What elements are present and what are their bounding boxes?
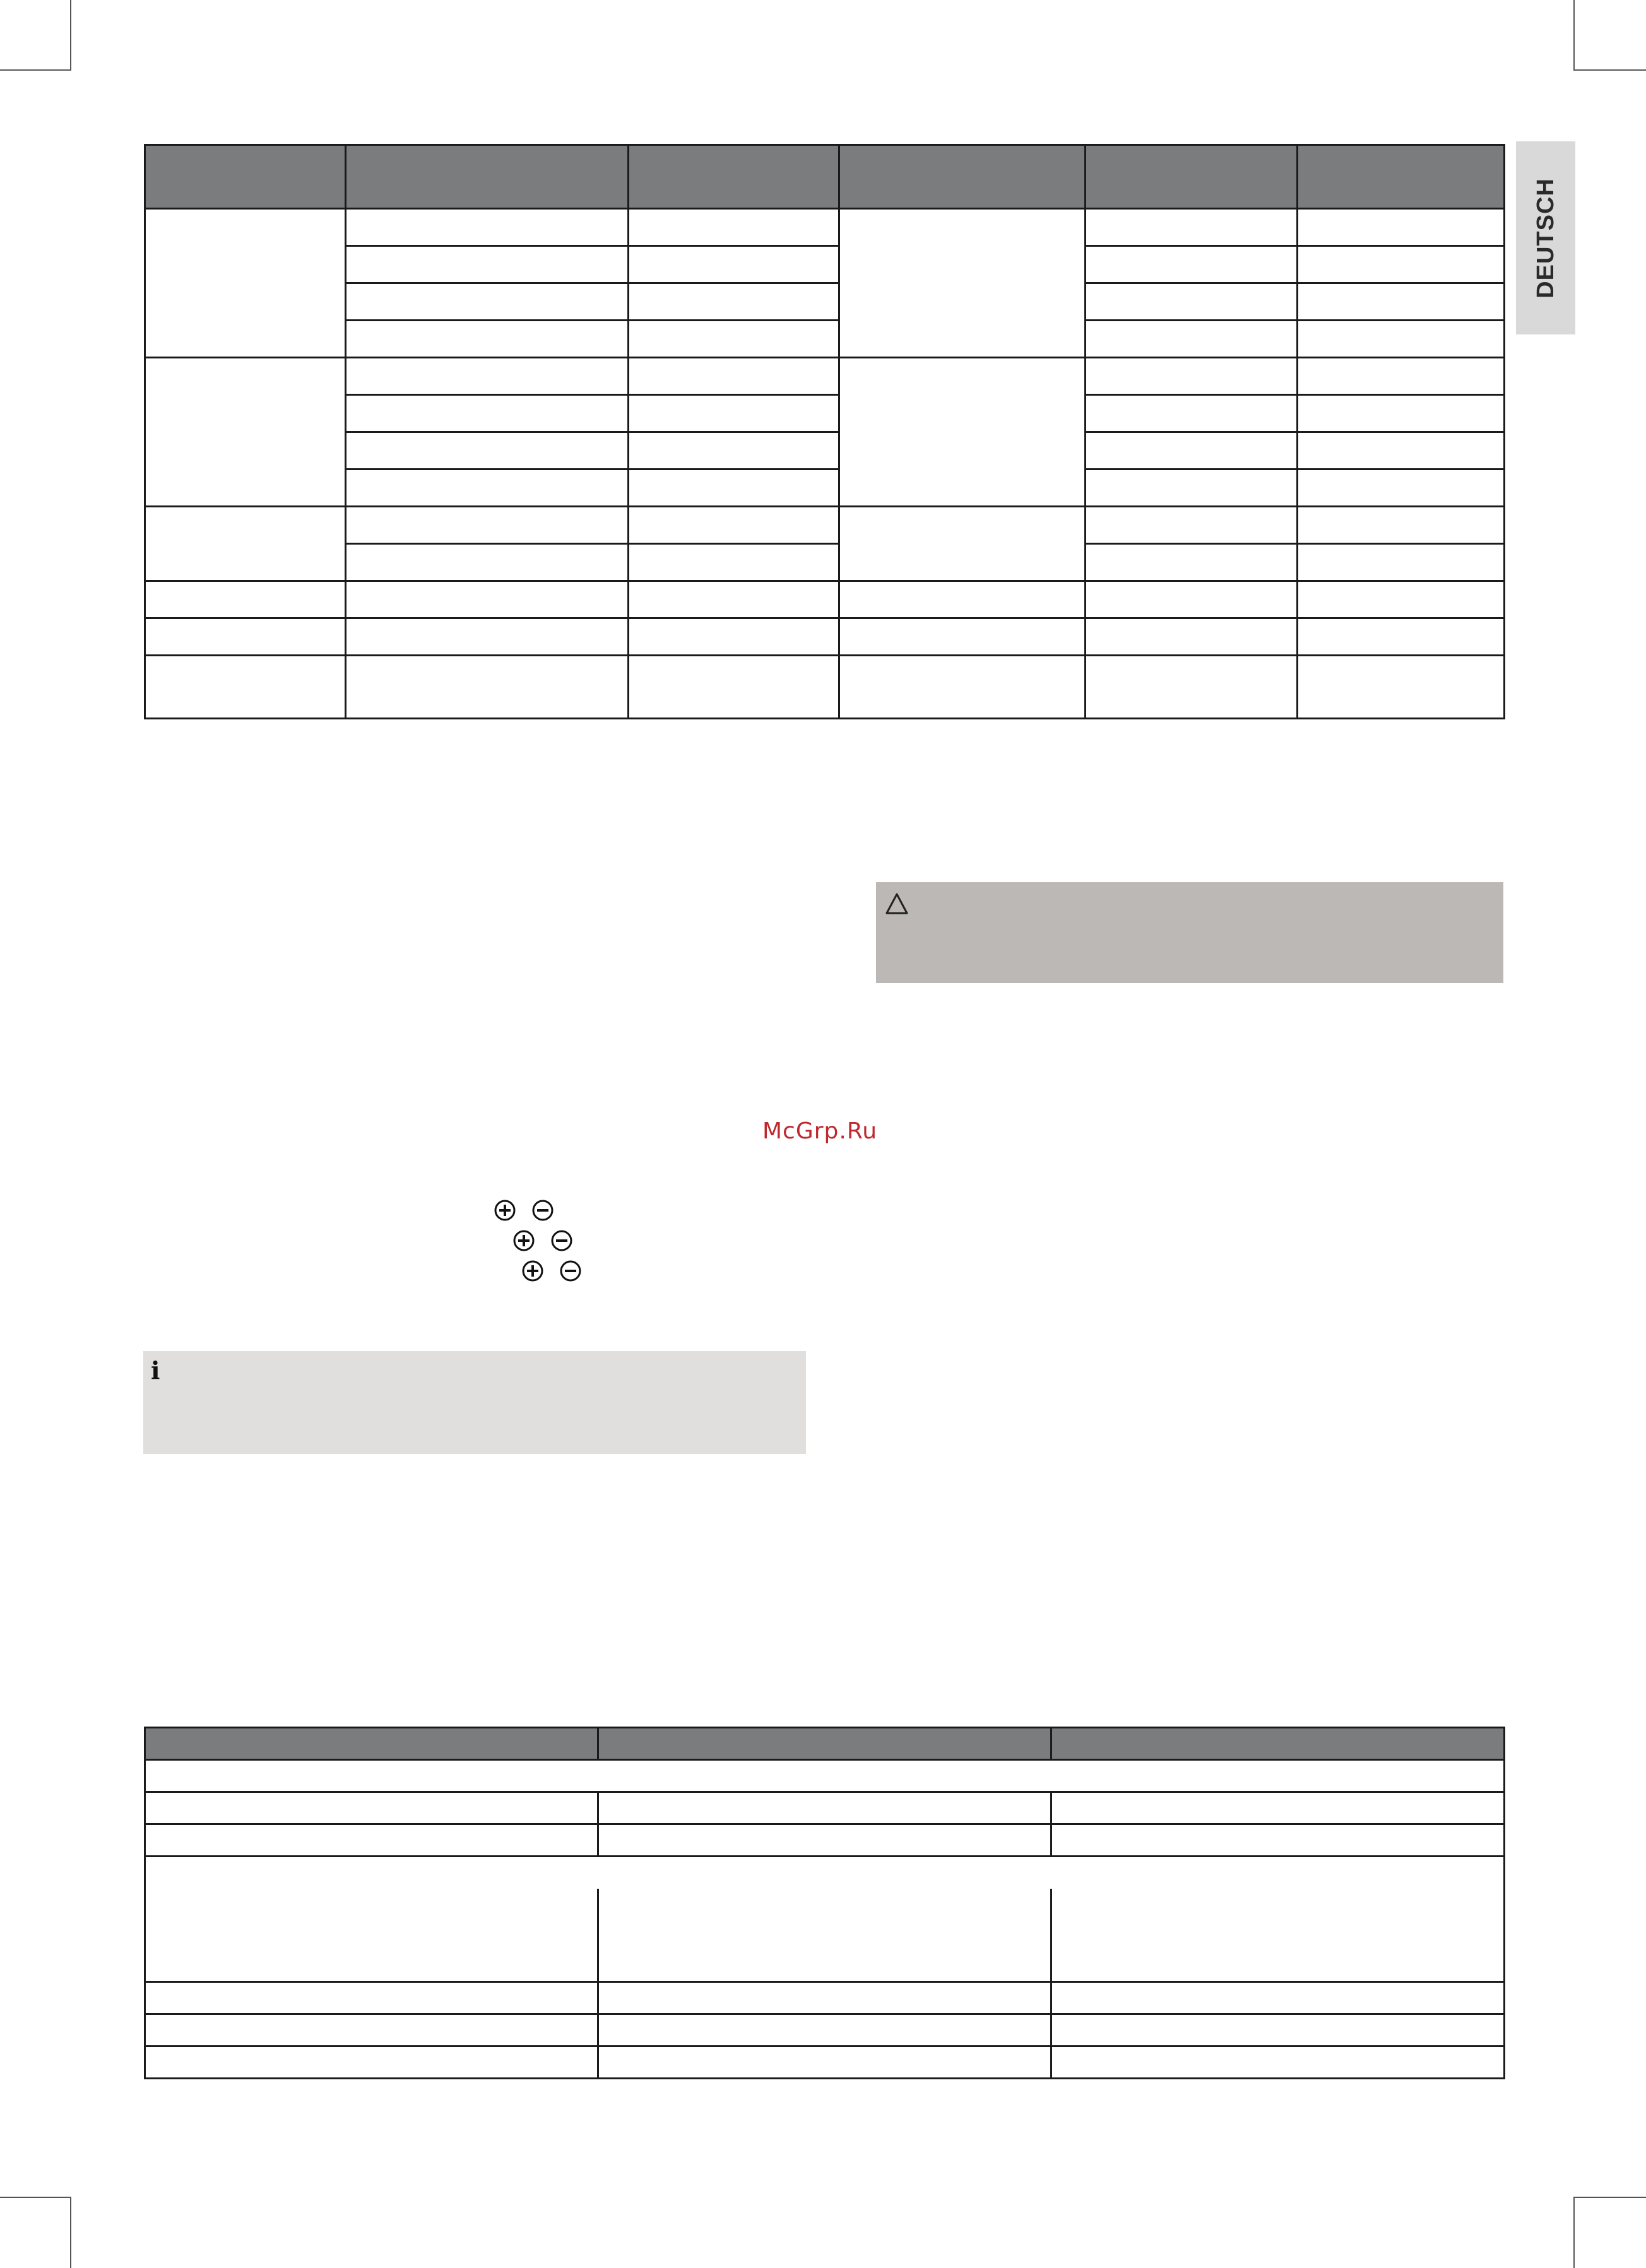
- table-row: [145, 1792, 1505, 1824]
- table-cell: [1298, 209, 1505, 246]
- table-cell: [598, 1889, 1051, 1982]
- table-cell: [145, 581, 346, 618]
- table-cell: [1086, 283, 1298, 321]
- table-cell: [629, 283, 839, 321]
- table-header-cell: [839, 145, 1086, 209]
- table-cell: [346, 358, 629, 395]
- table-header-cell: [346, 145, 629, 209]
- table-cell: [629, 321, 839, 358]
- circled-plus-icon: [495, 1201, 514, 1220]
- table-cell: [598, 1824, 1051, 1857]
- table-cell: [346, 395, 629, 432]
- table-cell: [629, 544, 839, 581]
- crop-mark: [0, 69, 71, 71]
- table-cell: [1086, 246, 1298, 283]
- settings-table: [144, 144, 1505, 719]
- table-cell: [839, 581, 1086, 618]
- table-cell: [1086, 321, 1298, 358]
- table-row: [145, 618, 1505, 656]
- table-row: [145, 432, 1505, 470]
- plus-minus-symbols: [519, 1258, 582, 1284]
- table-row: [145, 656, 1505, 719]
- table-cell: [629, 618, 839, 656]
- table-cell: [1298, 618, 1505, 656]
- table-cell: [1086, 581, 1298, 618]
- table-cell: [629, 358, 839, 395]
- circled-minus-icon: [552, 1231, 571, 1250]
- table-cell: [346, 209, 629, 246]
- table-row: [145, 544, 1505, 581]
- table-row: [145, 1889, 1505, 1982]
- table-cell: [1086, 395, 1298, 432]
- table-cell: [346, 470, 629, 507]
- crop-mark: [1573, 0, 1575, 71]
- table-cell: [1051, 2014, 1505, 2046]
- table-cell: [1086, 656, 1298, 719]
- table-row: [145, 2046, 1505, 2078]
- crop-mark: [70, 0, 71, 71]
- table-row: [145, 283, 1505, 321]
- circled-minus-icon: [561, 1261, 580, 1280]
- table-cell: [598, 2014, 1051, 2046]
- table-cell: [346, 507, 629, 544]
- table-cell: [1086, 618, 1298, 656]
- table-cell: [1298, 656, 1505, 719]
- table-cell: [839, 656, 1086, 719]
- table-cell: [145, 618, 346, 656]
- table-cell: [1051, 2046, 1505, 2078]
- table-row: [145, 507, 1505, 544]
- table-cell: [145, 358, 346, 507]
- table-cell: [145, 1889, 598, 1982]
- table-cell: [1086, 470, 1298, 507]
- table-cell: [145, 656, 346, 719]
- table-cell: [598, 2046, 1051, 2078]
- table-header-row: [145, 1728, 1505, 1760]
- table-header-row: [145, 145, 1505, 209]
- table-cell: [629, 432, 839, 470]
- table-cell: [145, 2014, 598, 2046]
- table-header-cell: [1086, 145, 1298, 209]
- table-cell: [1298, 470, 1505, 507]
- circled-plus-icon: [523, 1261, 542, 1280]
- table-cell: [1298, 507, 1505, 544]
- table-cell: [1086, 544, 1298, 581]
- table-row: [145, 395, 1505, 432]
- warning-triangle-icon: [885, 892, 909, 915]
- table-cell: [1298, 283, 1505, 321]
- table-cell: [346, 656, 629, 719]
- info-box: [143, 1351, 806, 1454]
- info-icon: i: [151, 1356, 160, 1385]
- crop-mark: [70, 2197, 71, 2268]
- table-cell: [839, 209, 1086, 358]
- table-cell: [346, 618, 629, 656]
- table-cell: [1298, 395, 1505, 432]
- table-cell: [1086, 358, 1298, 395]
- table-cell: [839, 358, 1086, 507]
- table-cell: [1086, 507, 1298, 544]
- table-cell: [1298, 432, 1505, 470]
- circled-plus-icon: [514, 1231, 533, 1250]
- table-cell: [1298, 321, 1505, 358]
- table-cell: [629, 581, 839, 618]
- table-cell: [1298, 544, 1505, 581]
- table-header-cell: [1298, 145, 1505, 209]
- table-cell: [145, 1824, 598, 1857]
- table-cell: [145, 1982, 598, 2014]
- table-row: [145, 246, 1505, 283]
- table-cell: [145, 2046, 598, 2078]
- crop-mark: [1573, 2197, 1646, 2198]
- table-row: [145, 581, 1505, 618]
- table-cell: [346, 283, 629, 321]
- table-cell: [346, 581, 629, 618]
- table-cell: [346, 544, 629, 581]
- table-cell: [1298, 358, 1505, 395]
- table-cell: [1051, 1982, 1505, 2014]
- table-row: [145, 2014, 1505, 2046]
- language-tab: [1516, 141, 1575, 334]
- watermark-text: McGrp.Ru: [762, 1118, 878, 1144]
- table-cell: [598, 1792, 1051, 1824]
- table-row: [145, 1982, 1505, 2014]
- table-cell: [839, 618, 1086, 656]
- table-header-cell: [1051, 1728, 1505, 1760]
- table-header-cell: [629, 145, 839, 209]
- table-cell: [1051, 1792, 1505, 1824]
- table-header-cell: [145, 1728, 598, 1760]
- table-header-cell: [145, 145, 346, 209]
- crop-mark: [1573, 2197, 1575, 2268]
- plus-minus-symbols: [510, 1228, 573, 1253]
- table-cell: [629, 209, 839, 246]
- table-cell: [145, 1857, 1505, 1889]
- language-tab-label: DEUTSCH: [1532, 177, 1559, 298]
- table-row: [145, 358, 1505, 395]
- table-row: [145, 1824, 1505, 1857]
- table-cell: [1086, 432, 1298, 470]
- table-cell: [1298, 246, 1505, 283]
- table-cell: [145, 1792, 598, 1824]
- table-cell: [839, 507, 1086, 581]
- table-cell: [145, 507, 346, 581]
- table-cell: [629, 246, 839, 283]
- table-cell: [598, 1982, 1051, 2014]
- table-cell: [346, 321, 629, 358]
- table-cell: [629, 395, 839, 432]
- table-header-cell: [598, 1728, 1051, 1760]
- table-cell: [145, 1760, 1505, 1792]
- table-row: [145, 321, 1505, 358]
- table-cell: [1051, 1889, 1505, 1982]
- warning-box: [876, 882, 1503, 983]
- table-row: [145, 470, 1505, 507]
- table-row: [145, 1760, 1505, 1792]
- plus-minus-symbols: [491, 1198, 554, 1223]
- table-cell: [629, 507, 839, 544]
- crop-mark: [1573, 69, 1646, 71]
- table-row: [145, 209, 1505, 246]
- crop-mark: [0, 2197, 71, 2198]
- circled-minus-icon: [533, 1201, 552, 1220]
- table-row: [145, 1857, 1505, 1889]
- table-cell: [346, 246, 629, 283]
- table-cell: [629, 470, 839, 507]
- table-cell: [1298, 581, 1505, 618]
- table-cell: [145, 209, 346, 358]
- specifications-table: [144, 1727, 1505, 2079]
- table-cell: [346, 432, 629, 470]
- table-cell: [1051, 1824, 1505, 1857]
- table-cell: [1086, 209, 1298, 246]
- table-cell: [629, 656, 839, 719]
